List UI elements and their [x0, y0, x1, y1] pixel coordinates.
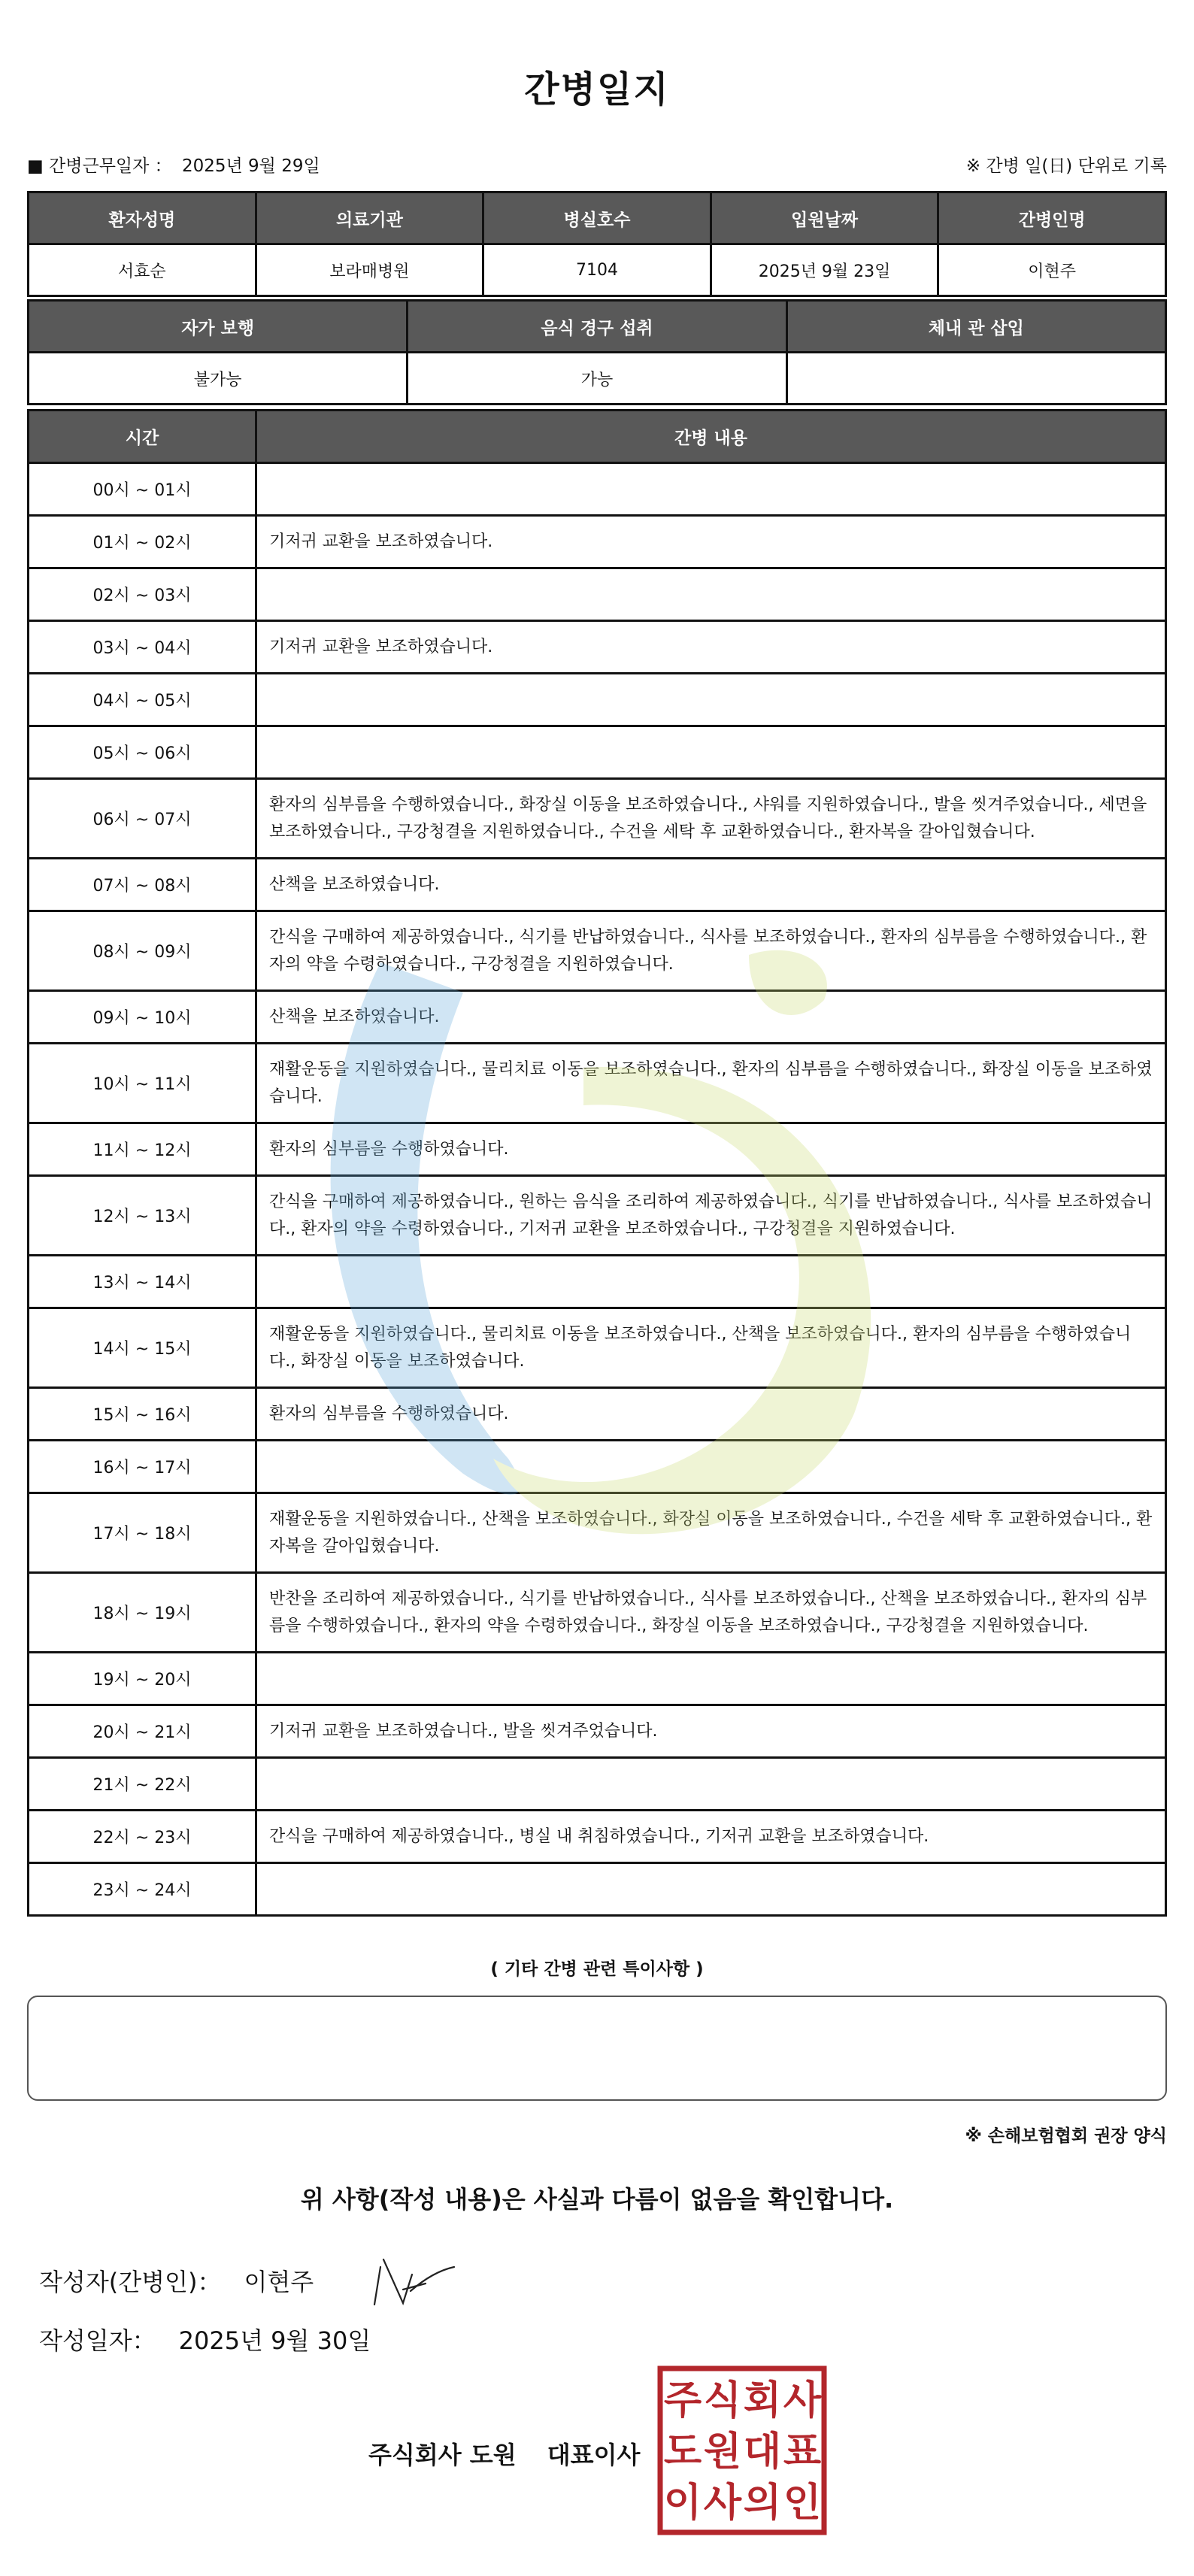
log-content [256, 1863, 1166, 1916]
written-date-value: 2025년 9월 30일 [178, 2326, 371, 2355]
log-row [29, 1758, 1166, 1811]
log-content: 기저귀 교환을 보조하였습니다. [256, 516, 1166, 568]
log-content [256, 726, 1166, 779]
header-patient-name: 환자성명 [29, 192, 256, 244]
log-content [256, 1441, 1166, 1493]
log-time: 21시 ~ 22시 [29, 1758, 256, 1811]
seal-char: 원 [703, 2429, 742, 2474]
log-content: 산책을 보조하였습니다. [256, 991, 1166, 1044]
log-row [29, 1493, 1166, 1573]
unit-note: ※ 간병 일(日) 단위로 기록 [965, 156, 1167, 176]
log-time: 12시 ~ 13시 [29, 1176, 256, 1256]
confirmation-statement: 위 사항(작성 내용)은 사실과 다름이 없음을 확인합니다. [300, 2185, 894, 2214]
log-content: 환자의 심부름을 수행하였습니다. [256, 1123, 1166, 1176]
log-time: 16시 ~ 17시 [29, 1441, 256, 1493]
work-date-value: 2025년 9월 29일 [181, 156, 320, 176]
log-row [29, 568, 1166, 621]
meta-row [27, 150, 1167, 177]
log-content [256, 1758, 1166, 1811]
log-time: 11시 ~ 12시 [29, 1123, 256, 1176]
company-representative: 대표이사 [547, 2441, 641, 2469]
header-admission-date: 입원날짜 [711, 192, 938, 244]
handwritten-signature [358, 2244, 463, 2312]
seal-char: 사 [783, 2378, 822, 2423]
header-time: 시간 [29, 411, 256, 463]
patient-name: 서효순 [29, 244, 256, 296]
oral-intake-status: 가능 [408, 353, 786, 405]
company-name: 주식회사 도원 [368, 2441, 517, 2469]
log-time: 17시 ~ 18시 [29, 1493, 256, 1573]
log-time: 03시 ~ 04시 [29, 621, 256, 674]
log-row [29, 1256, 1166, 1308]
log-row [29, 674, 1166, 726]
log-content [256, 1256, 1166, 1308]
log-time: 18시 ~ 19시 [29, 1573, 256, 1653]
seal-char: 사 [703, 2481, 742, 2526]
writer-row [39, 2263, 314, 2298]
log-content [256, 674, 1166, 726]
log-content: 기저귀 교환을 보조하였습니다., 발을 씻겨주었습니다. [256, 1705, 1166, 1758]
log-row [29, 1308, 1166, 1388]
seal-char: 주 [663, 2378, 702, 2423]
log-row [29, 1176, 1166, 1256]
work-date [27, 152, 325, 177]
log-row [29, 621, 1166, 674]
log-row [29, 1653, 1166, 1705]
log-time: 06시 ~ 07시 [29, 779, 256, 859]
log-time: 01시 ~ 02시 [29, 516, 256, 568]
log-row [29, 1705, 1166, 1758]
log-time: 09시 ~ 10시 [29, 991, 256, 1044]
log-time: 02시 ~ 03시 [29, 568, 256, 621]
recommend-note: ※ 손해보험협회 권장 양식 [965, 2126, 1167, 2146]
header-oral-intake: 음식 경구 섭취 [408, 301, 786, 353]
seal-char: 식 [703, 2378, 742, 2423]
log-content: 산책을 보조하였습니다. [256, 859, 1166, 911]
special-notes-box [27, 1996, 1167, 2101]
walking-status: 불가능 [29, 353, 408, 405]
log-content: 간식을 구매하여 제공하였습니다., 원하는 음식을 조리하여 제공하였습니다., 식기를 반납하였습니다., 식사를 보조하였습니다., 환자의 약을 수령하였습니다., 기저귀 교환을 보조하였습니다., 구강청결을 지원하였습니다. [256, 1176, 1166, 1256]
care-log-table [27, 409, 1167, 1917]
header-walking: 자가 보행 [29, 301, 408, 353]
seal-char: 의 [743, 2481, 782, 2526]
log-content [256, 568, 1166, 621]
log-row [29, 911, 1166, 991]
log-time: 10시 ~ 11시 [29, 1044, 256, 1123]
seal-char: 회 [743, 2378, 782, 2423]
caregiver-name: 이현주 [938, 244, 1166, 296]
header-caregiver: 간병인명 [938, 192, 1166, 244]
company-seal-stamp [656, 2364, 829, 2537]
log-content: 반찬을 조리하여 제공하였습니다., 식기를 반납하였습니다., 식사를 보조하였습니다., 산책을 보조하였습니다., 환자의 심부름을 수행하였습니다., 환자의 약을 수령하였습니다., 화장실 이동을 보조하였습니다., 구강청결을 지원하였습니다. [256, 1573, 1166, 1653]
log-row [29, 463, 1166, 516]
log-time: 23시 ~ 24시 [29, 1863, 256, 1916]
log-row [29, 779, 1166, 859]
log-time: 08시 ~ 09시 [29, 911, 256, 991]
seal-char: 인 [783, 2481, 822, 2526]
header-hospital: 의료기관 [256, 192, 483, 244]
log-time: 05시 ~ 06시 [29, 726, 256, 779]
log-content: 기저귀 교환을 보조하였습니다. [256, 621, 1166, 674]
writer-label: 작성자(간병인)： [39, 2268, 222, 2296]
log-content: 환자의 심부름을 수행하였습니다., 화장실 이동을 보조하였습니다., 샤워를 지원하였습니다., 발을 씻겨주었습니다., 세면을 보조하였습니다., 구강청결을 지원하였습니다., 수건을 세탁 후 교환하였습니다., 환자복을 갈아입혔습니다. [256, 779, 1166, 859]
log-row [29, 726, 1166, 779]
header-tube: 체내 관 삽입 [786, 301, 1165, 353]
log-time: 07시 ~ 08시 [29, 859, 256, 911]
log-row [29, 991, 1166, 1044]
log-row [29, 1573, 1166, 1653]
log-row [29, 1863, 1166, 1916]
log-time: 13시 ~ 14시 [29, 1256, 256, 1308]
seal-char: 표 [783, 2429, 822, 2474]
seal-char: 도 [663, 2429, 702, 2474]
seal-char: 대 [743, 2429, 782, 2474]
log-row [29, 1388, 1166, 1441]
patient-status-table [27, 299, 1167, 405]
log-time: 14시 ~ 15시 [29, 1308, 256, 1388]
log-row [29, 859, 1166, 911]
log-time: 00시 ~ 01시 [29, 463, 256, 516]
written-date-row [39, 2322, 371, 2356]
tube-status [786, 353, 1165, 405]
log-time: 04시 ~ 05시 [29, 674, 256, 726]
log-content: 간식을 구매하여 제공하였습니다., 병실 내 취침하였습니다., 기저귀 교환을 보조하였습니다. [256, 1811, 1166, 1863]
log-content: 재활운동을 지원하였습니다., 물리치료 이동을 보조하였습니다., 산책을 보조하였습니다., 환자의 심부름을 수행하였습니다., 화장실 이동을 보조하였습니다. [256, 1308, 1166, 1388]
log-row [29, 1123, 1166, 1176]
log-time: 19시 ~ 20시 [29, 1653, 256, 1705]
special-notes-title: ( 기타 간병 관련 특이사항 ) [490, 1959, 704, 1979]
work-date-label: ■ 간병근무일자 ： [27, 156, 172, 176]
log-time: 20시 ~ 21시 [29, 1705, 256, 1758]
log-content: 간식을 구매하여 제공하였습니다., 식기를 반납하였습니다., 식사를 보조하였습니다., 환자의 심부름을 수행하였습니다., 환자의 약을 수령하였습니다., 구강청결을 지원하였습니다. [256, 911, 1166, 991]
written-date-label: 작성일자： [39, 2326, 156, 2355]
log-time: 15시 ~ 16시 [29, 1388, 256, 1441]
admission-date: 2025년 9월 23일 [711, 244, 938, 296]
room-number: 7104 [483, 244, 711, 296]
log-row [29, 1044, 1166, 1123]
log-row [29, 1811, 1166, 1863]
log-content [256, 463, 1166, 516]
page-title: 간병일지 [524, 68, 670, 111]
writer-name: 이현주 [244, 2268, 314, 2296]
seal-char: 이 [663, 2481, 702, 2526]
log-content: 재활운동을 지원하였습니다., 산책을 보조하였습니다., 화장실 이동을 보조하였습니다., 수건을 세탁 후 교환하였습니다., 환자복을 갈아입혔습니다. [256, 1493, 1166, 1573]
log-content: 재활운동을 지원하였습니다., 물리치료 이동을 보조하였습니다., 환자의 심부름을 수행하였습니다., 화장실 이동을 보조하였습니다. [256, 1044, 1166, 1123]
log-time: 22시 ~ 23시 [29, 1811, 256, 1863]
care-log-page [27, 0, 1167, 2576]
log-content: 환자의 심부름을 수행하였습니다. [256, 1388, 1166, 1441]
header-care-content: 간병 내용 [256, 411, 1166, 463]
log-content [256, 1653, 1166, 1705]
company-signature [368, 2436, 640, 2471]
header-room: 병실호수 [483, 192, 711, 244]
hospital-name: 보라매병원 [256, 244, 483, 296]
log-row [29, 1441, 1166, 1493]
log-row [29, 516, 1166, 568]
patient-info-table [27, 191, 1167, 297]
